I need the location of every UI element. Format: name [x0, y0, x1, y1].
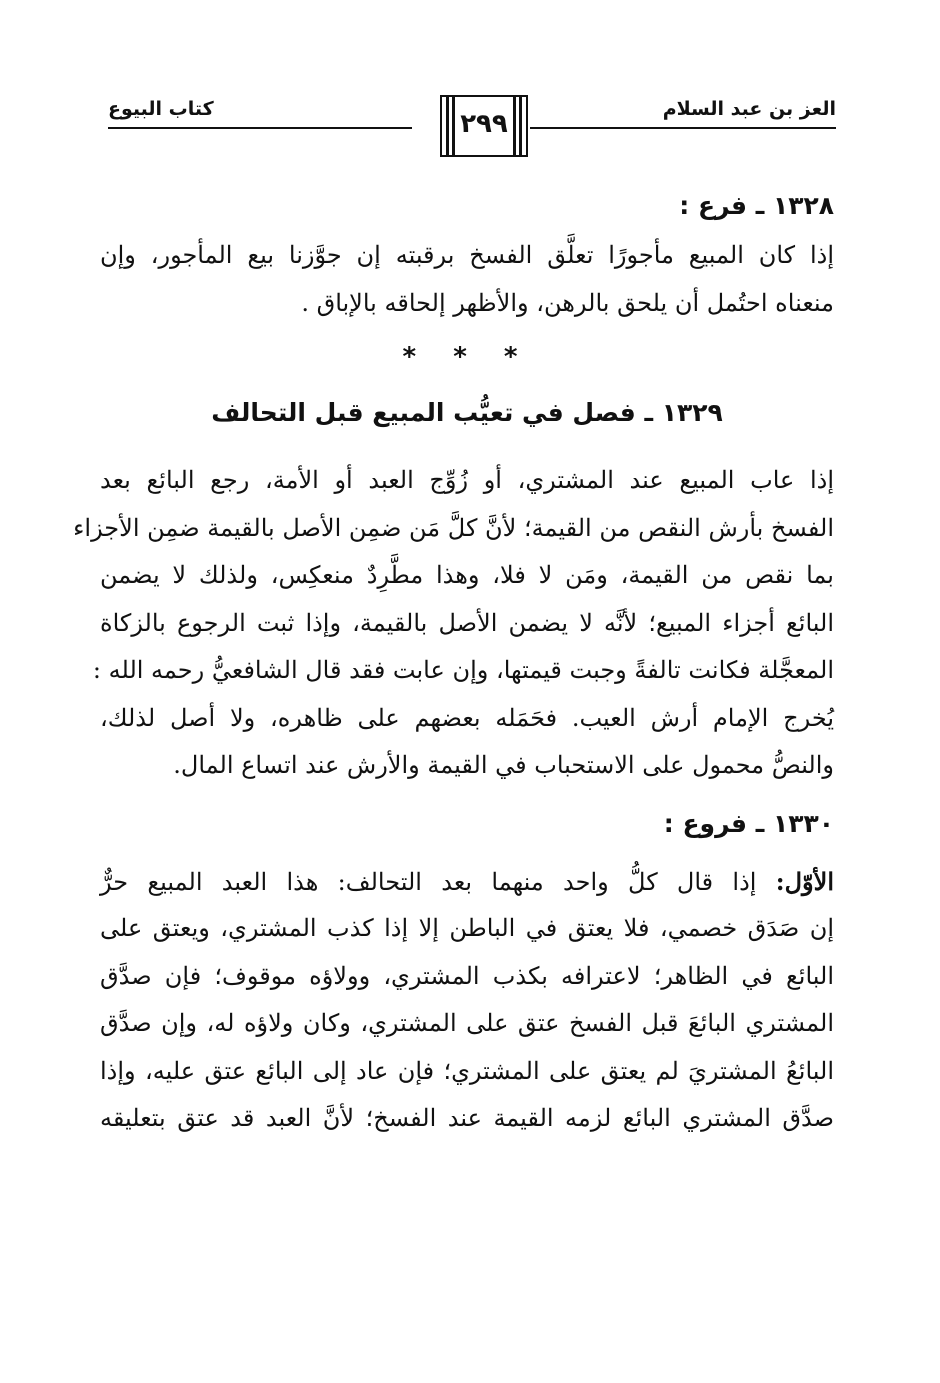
section-heading-1328: ١٣٢٨ ـ فرع :: [679, 191, 834, 220]
line-text: إذا قال كلُّ واحد منهما بعد التحالف: هذا العبد المبيع حرٌّ: [100, 867, 776, 896]
header-rule-left: [108, 127, 412, 129]
paragraph-line: البائع في الظاهر؛ لاعترافه بكذب المشتري، وولاؤه موقوف؛ فإن صدَّق: [100, 961, 834, 990]
frame-bar: [452, 95, 455, 157]
frame-bar: [519, 95, 522, 157]
spacer: [100, 850, 834, 858]
paragraph-line-first: [100, 858, 834, 906]
paragraph-line: المشتري البائعَ قبل الفسخ عتق على المشتري، وكان ولاؤه له، وإن صدَّق: [100, 1009, 834, 1037]
frame-bar: [446, 95, 449, 157]
lead-word: الأوّل:: [775, 866, 834, 896]
paragraph-line: المعجَّلة فكانت تالفةً وجبت قيمتها، وإن عابت فقد قال الشافعيُّ رحمه الله :: [92, 656, 834, 684]
page-body: [73, 180, 834, 1143]
running-header-book-title: كتاب البيوع: [108, 98, 214, 120]
paragraph-line: البائع أجزاء المبيع؛ لأنَّه لا يضمن الأصل بالقيمة، وإذا ثبت الرجوع بالزكاة: [100, 608, 834, 637]
paragraph-line: إذا كان المبيع مأجورًا تعلَّق الفسخ برقبته إن جوَّزنا بيع المأجور، وإن: [100, 241, 834, 269]
page-number-frame: [440, 95, 528, 157]
paragraph-line: إذا عاب المبيع عند المشتري، أو زُوِّج العبد أو الأمة، رجع البائع بعد: [100, 466, 834, 494]
header-rule-right: [530, 127, 836, 129]
paragraph-line: منعناه احتُمل أن يلحق بالرهن، والأظهر إلحاقه بالإباق .: [301, 288, 834, 317]
page-number: ٢٩٩: [460, 109, 508, 139]
spacer: [100, 790, 834, 798]
paragraph-line: البائعُ المشتريَ لم يعتق على المشتري؛ فإن عاد إلى البائع عتق عليه، وإذا: [100, 1056, 834, 1085]
paragraph-line: إن صَدَق خصمي، فلا يعتق في الباطن إلا إذا كذب المشتري، ويعتق على: [100, 914, 834, 942]
paragraph-line: الفسخ بأرش النقص من القيمة؛ لأنَّ كلَّ مَن ضمِن الأصل بالقيمة ضمِن الأجزاء: [73, 513, 834, 542]
section-heading-1329: ١٣٢٩ ـ فصل في تعيُّب المبيع قبل التحالف: [211, 398, 723, 427]
section-separator: * * *: [402, 342, 532, 372]
running-header-author: العز بن عبد السلام: [662, 98, 836, 120]
spacer: [100, 439, 834, 457]
paragraph-line: يُخرج الإمام أرش العيب. فحَمَله بعضهم على ظاهره، ولا أصل لذلك،: [100, 703, 834, 732]
paragraph-line: بما نقص من القيمة، ومَن لا فلا، وهذا مطَّرِدٌ منعكِس، ولذلك لا يضمن: [100, 561, 834, 589]
paragraph-line: صدَّق المشتري البائع لزمه القيمة عند الفسخ؛ لأنَّ العبد قد عتق بتعليقه: [100, 1104, 834, 1132]
frame-bar: [513, 95, 516, 157]
paragraph-line: والنصُّ محمول على الاستحباب في القيمة والأرش عند اتساع المال.: [173, 751, 834, 779]
section-heading-1330: ١٣٣٠ ـ فروع :: [663, 808, 834, 838]
